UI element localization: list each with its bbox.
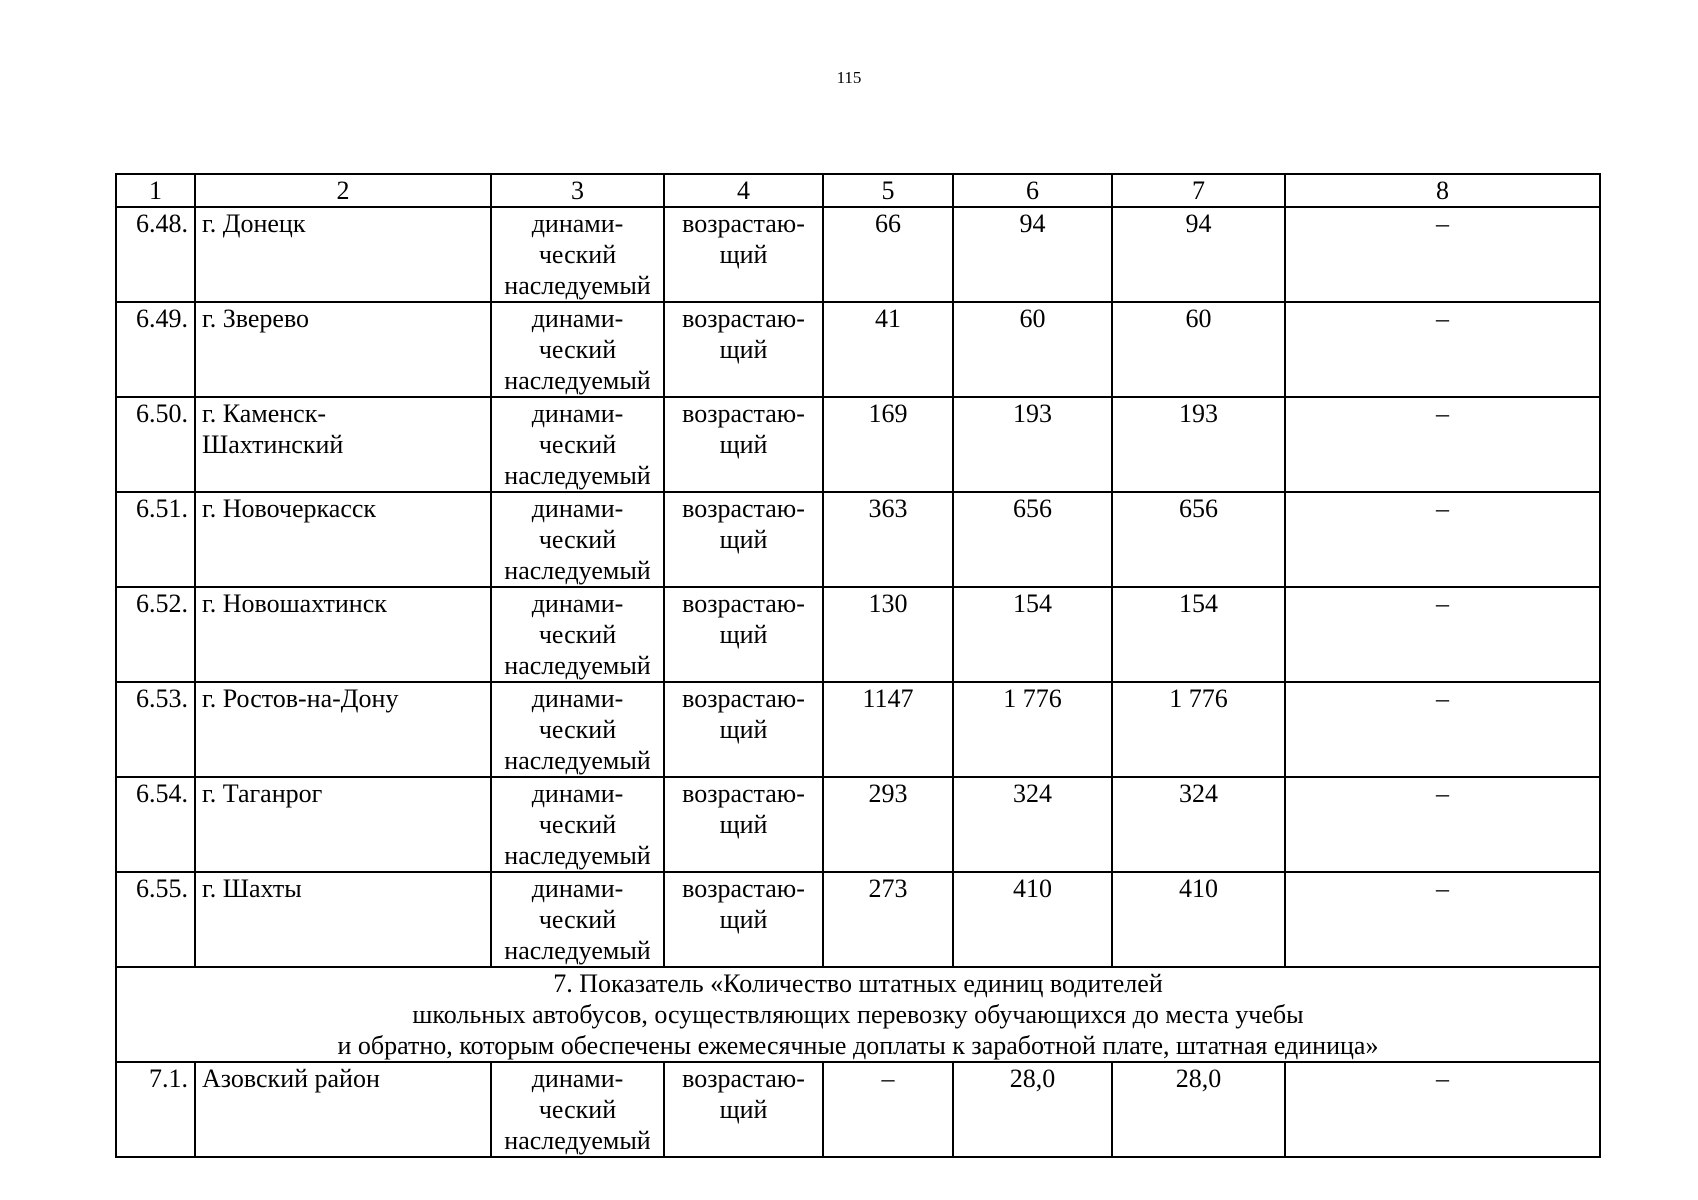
row-number: 6.54. — [116, 777, 195, 872]
table-row — [116, 1062, 1600, 1157]
indicator-type: динами- ческий наследуемый — [491, 302, 664, 397]
value-col-7: 410 — [1112, 872, 1285, 967]
row-number: 7.1. — [116, 1062, 195, 1157]
indicator-trend: возрастаю- щий — [664, 207, 823, 302]
value-col-8: – — [1285, 1062, 1600, 1157]
municipality-name: г. Новочеркасск — [195, 492, 491, 587]
indicator-trend: возрастаю- щий — [664, 872, 823, 967]
indicator-type: динами- ческий наследуемый — [491, 1062, 664, 1157]
indicator-trend: возрастаю- щий — [664, 587, 823, 682]
indicator-trend: возрастаю- щий — [664, 397, 823, 492]
column-numbers-row — [116, 174, 1600, 207]
value-col-7: 154 — [1112, 587, 1285, 682]
column-number: 8 — [1285, 174, 1600, 207]
indicator-type: динами- ческий наследуемый — [491, 777, 664, 872]
column-number: 1 — [116, 174, 195, 207]
row-number: 6.55. — [116, 872, 195, 967]
value-col-6: 154 — [953, 587, 1112, 682]
indicator-type: динами- ческий наследуемый — [491, 587, 664, 682]
indicator-type: динами- ческий наследуемый — [491, 397, 664, 492]
table-row — [116, 207, 1600, 302]
section-heading-row — [116, 967, 1600, 1062]
municipality-name: г. Донецк — [195, 207, 491, 302]
municipality-name: г. Ростов-на-Дону — [195, 682, 491, 777]
value-col-5: 273 — [823, 872, 953, 967]
value-col-8: – — [1285, 587, 1600, 682]
municipality-name: г. Каменск- Шахтинский — [195, 397, 491, 492]
value-col-7: 193 — [1112, 397, 1285, 492]
section-7-title: 7. Показатель «Количество штатных единиц водителей школьных автобусов, осуществляющих перевозку обучающихся до места учебы и обратно, которым обеспечены ежемесячные доплаты к заработной плате, штатная единица» — [116, 967, 1600, 1062]
row-number: 6.49. — [116, 302, 195, 397]
table-row — [116, 397, 1600, 492]
indicator-type: динами- ческий наследуемый — [491, 492, 664, 587]
value-col-7: 324 — [1112, 777, 1285, 872]
municipality-name: г. Шахты — [195, 872, 491, 967]
column-number: 2 — [195, 174, 491, 207]
municipality-name: Азовский район — [195, 1062, 491, 1157]
indicator-table — [115, 173, 1601, 1158]
value-col-5: 41 — [823, 302, 953, 397]
table-row — [116, 777, 1600, 872]
value-col-6: 410 — [953, 872, 1112, 967]
value-col-6: 94 — [953, 207, 1112, 302]
table-row — [116, 492, 1600, 587]
column-number: 6 — [953, 174, 1112, 207]
value-col-7: 60 — [1112, 302, 1285, 397]
value-col-5: 130 — [823, 587, 953, 682]
column-number: 5 — [823, 174, 953, 207]
column-number: 3 — [491, 174, 664, 207]
table-row — [116, 302, 1600, 397]
column-number: 4 — [664, 174, 823, 207]
indicator-trend: возрастаю- щий — [664, 777, 823, 872]
value-col-5: 66 — [823, 207, 953, 302]
municipality-name: г. Зверево — [195, 302, 491, 397]
value-col-8: – — [1285, 207, 1600, 302]
table-row — [116, 587, 1600, 682]
indicator-type: динами- ческий наследуемый — [491, 207, 664, 302]
table-row — [116, 682, 1600, 777]
value-col-6: 28,0 — [953, 1062, 1112, 1157]
value-col-6: 324 — [953, 777, 1112, 872]
value-col-6: 193 — [953, 397, 1112, 492]
value-col-5: 363 — [823, 492, 953, 587]
value-col-5: 169 — [823, 397, 953, 492]
value-col-6: 656 — [953, 492, 1112, 587]
value-col-8: – — [1285, 492, 1600, 587]
indicator-trend: возрастаю- щий — [664, 682, 823, 777]
value-col-7: 28,0 — [1112, 1062, 1285, 1157]
value-col-5: – — [823, 1062, 953, 1157]
table-body — [116, 174, 1600, 1157]
value-col-8: – — [1285, 777, 1600, 872]
value-col-7: 94 — [1112, 207, 1285, 302]
indicator-trend: возрастаю- щий — [664, 302, 823, 397]
row-number: 6.51. — [116, 492, 195, 587]
indicator-type: динами- ческий наследуемый — [491, 682, 664, 777]
value-col-8: – — [1285, 872, 1600, 967]
row-number: 6.48. — [116, 207, 195, 302]
indicator-trend: возрастаю- щий — [664, 492, 823, 587]
value-col-7: 1 776 — [1112, 682, 1285, 777]
row-number: 6.52. — [116, 587, 195, 682]
value-col-6: 1 776 — [953, 682, 1112, 777]
row-number: 6.53. — [116, 682, 195, 777]
value-col-8: – — [1285, 302, 1600, 397]
column-number: 7 — [1112, 174, 1285, 207]
row-number: 6.50. — [116, 397, 195, 492]
municipality-name: г. Новошахтинск — [195, 587, 491, 682]
value-col-5: 1147 — [823, 682, 953, 777]
value-col-5: 293 — [823, 777, 953, 872]
value-col-7: 656 — [1112, 492, 1285, 587]
page-number: 115 — [836, 68, 862, 87]
value-col-8: – — [1285, 682, 1600, 777]
municipality-name: г. Таганрог — [195, 777, 491, 872]
value-col-6: 60 — [953, 302, 1112, 397]
indicator-trend: возрастаю- щий — [664, 1062, 823, 1157]
indicator-type: динами- ческий наследуемый — [491, 872, 664, 967]
value-col-8: – — [1285, 397, 1600, 492]
table-row — [116, 872, 1600, 967]
